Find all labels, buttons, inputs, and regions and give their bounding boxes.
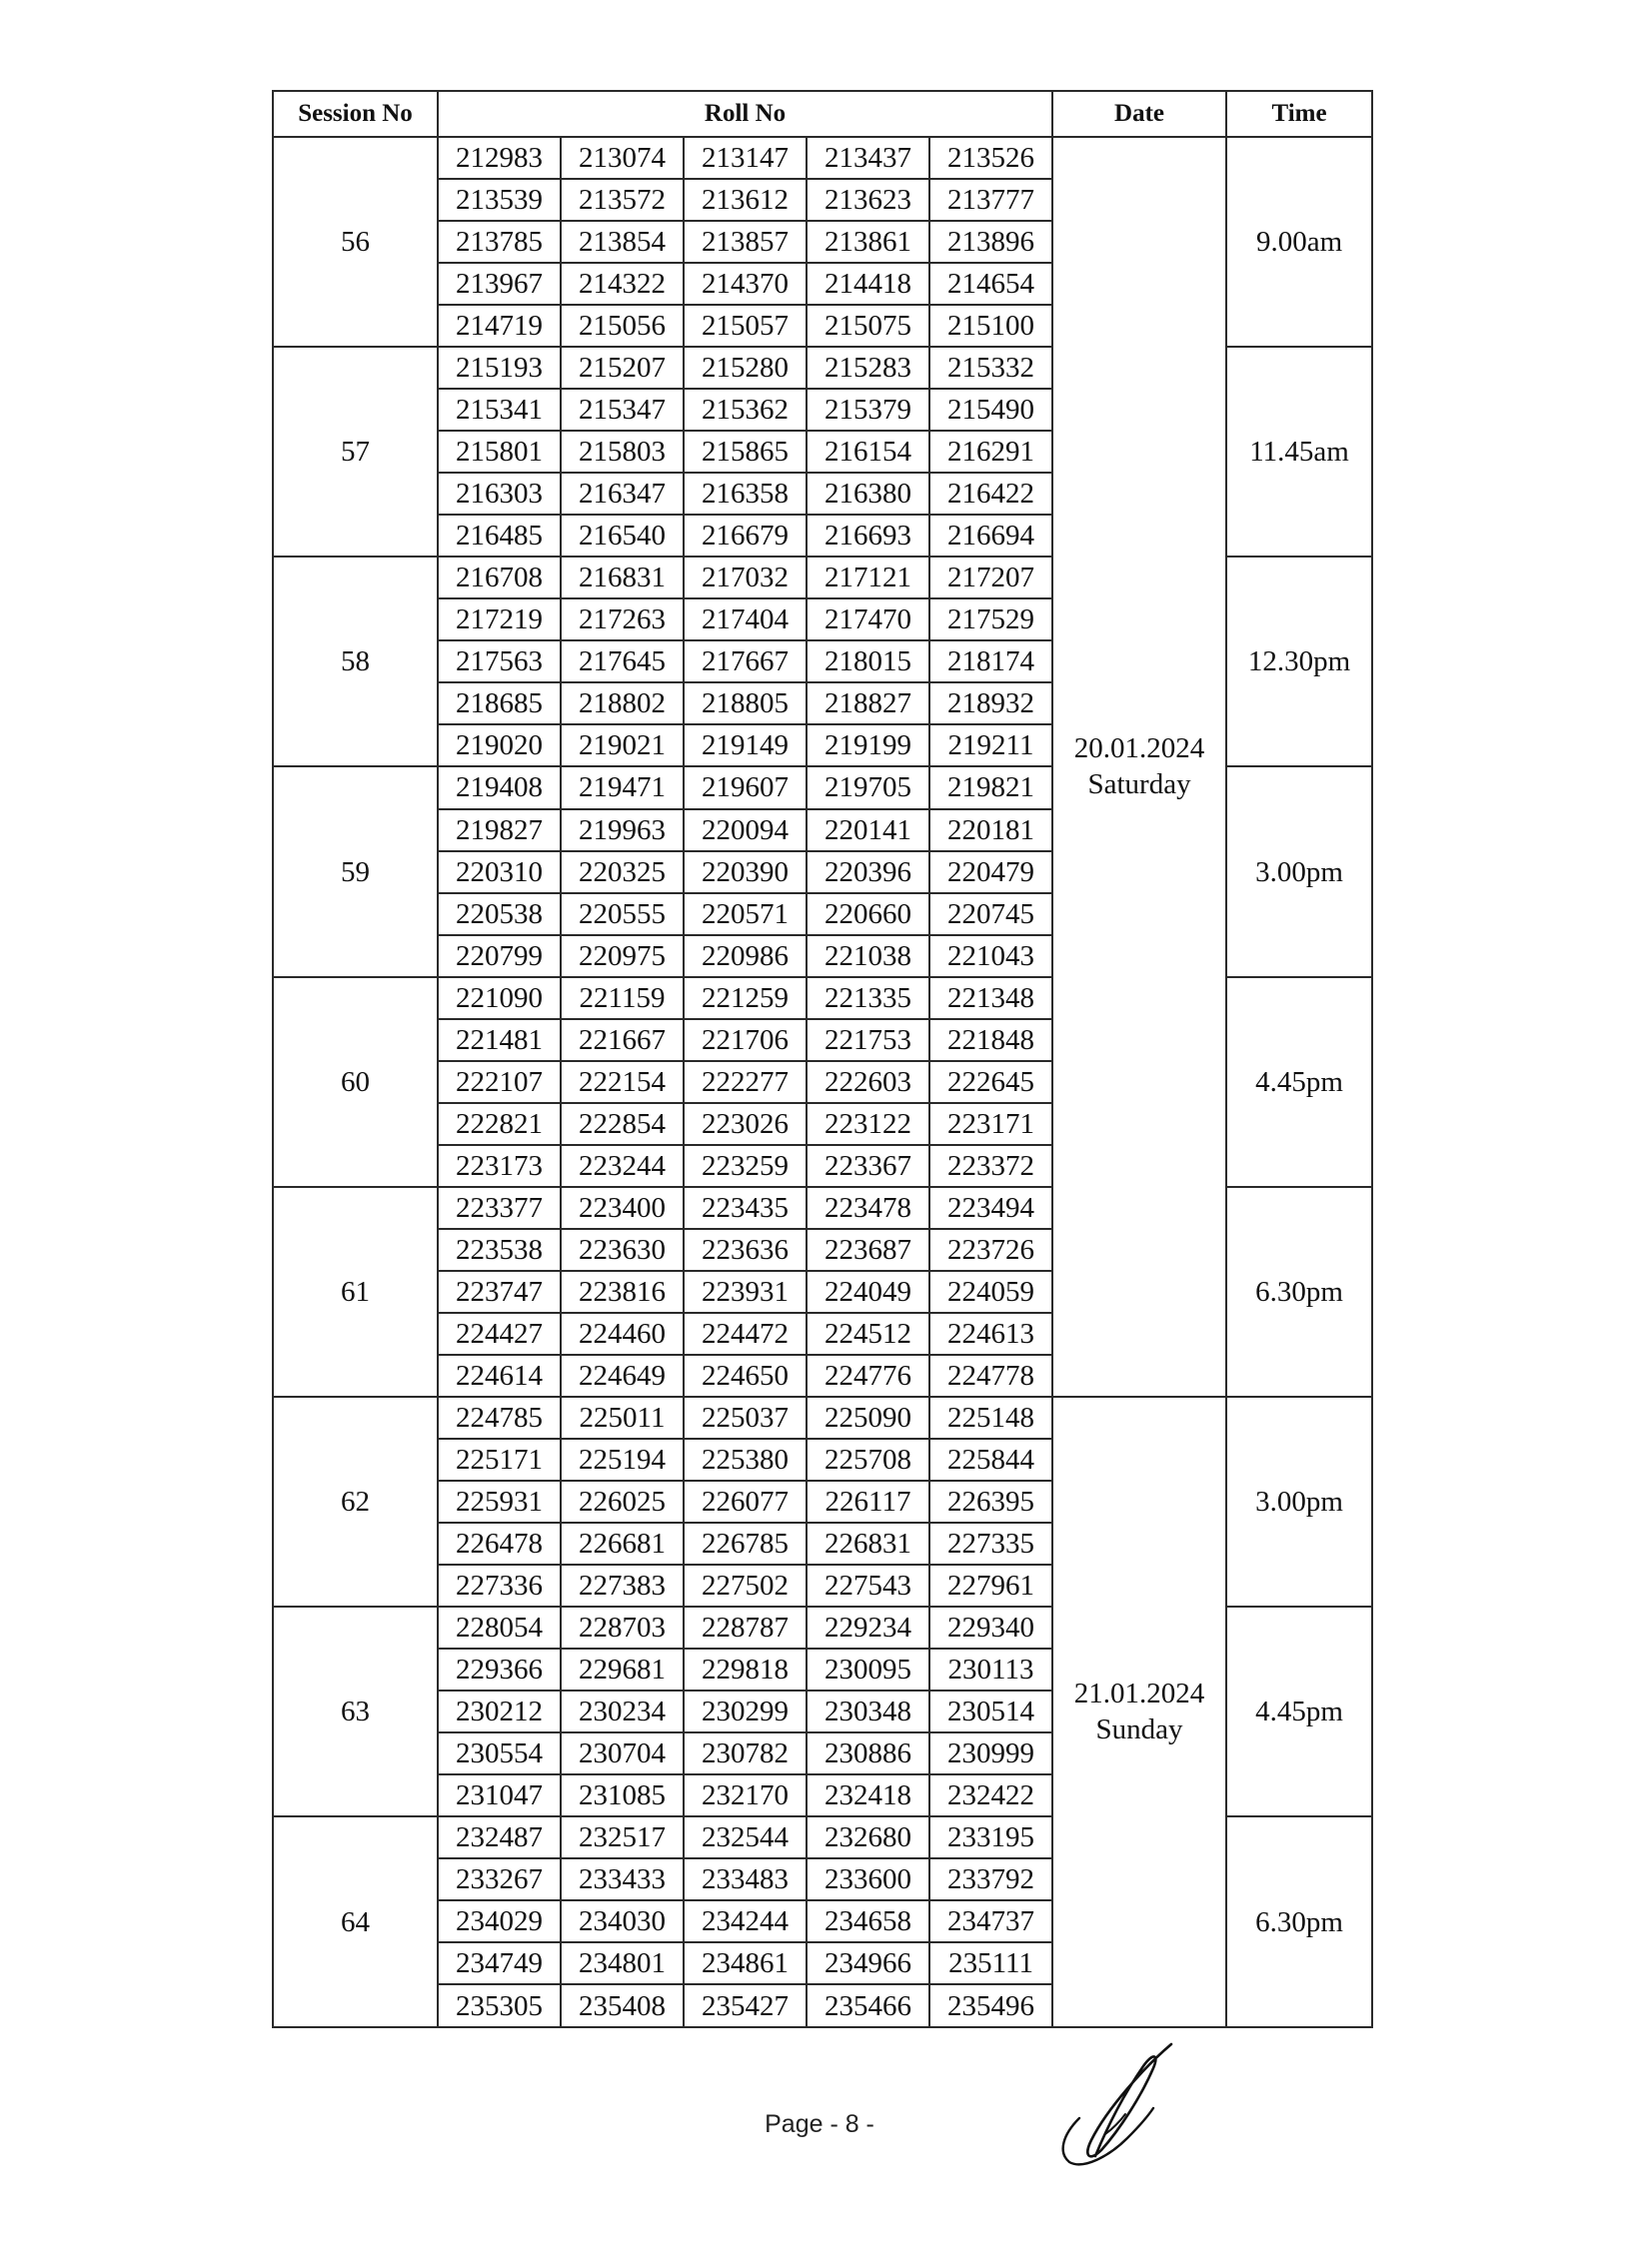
roll-number: 214322 (561, 263, 684, 305)
roll-number: 215056 (561, 305, 684, 347)
roll-number: 218015 (807, 640, 929, 682)
roll-number: 216347 (561, 473, 684, 515)
roll-number: 232680 (807, 1816, 929, 1858)
roll-number: 221667 (561, 1019, 684, 1061)
session-number: 63 (273, 1607, 438, 1816)
roll-number: 233267 (438, 1858, 561, 1900)
roll-number: 224613 (929, 1313, 1052, 1355)
roll-number: 219408 (438, 766, 561, 808)
roll-number: 225037 (684, 1397, 807, 1439)
roll-number: 221159 (561, 977, 684, 1019)
roll-number: 235427 (684, 1984, 807, 2027)
roll-number: 225844 (929, 1439, 1052, 1481)
roll-number: 215075 (807, 305, 929, 347)
roll-number: 220479 (929, 851, 1052, 893)
roll-number: 219821 (929, 766, 1052, 808)
date-value: 20.01.2024 (1073, 732, 1205, 765)
roll-number: 219211 (929, 724, 1052, 766)
session-time: 3.00pm (1226, 766, 1372, 976)
roll-number: 215347 (561, 389, 684, 431)
roll-number: 230554 (438, 1732, 561, 1774)
roll-number: 220986 (684, 935, 807, 977)
roll-number: 217645 (561, 640, 684, 682)
roll-number: 217404 (684, 598, 807, 640)
roll-number: 215490 (929, 389, 1052, 431)
roll-number: 221753 (807, 1019, 929, 1061)
roll-number: 226681 (561, 1523, 684, 1565)
session-time: 4.45pm (1226, 1607, 1372, 1816)
roll-number: 220181 (929, 809, 1052, 851)
roll-number: 220310 (438, 851, 561, 893)
roll-number: 223372 (929, 1145, 1052, 1187)
roll-number: 228703 (561, 1607, 684, 1649)
roll-number: 225708 (807, 1439, 929, 1481)
table-row (273, 1397, 1372, 1439)
roll-number: 215280 (684, 347, 807, 389)
roll-number: 213896 (929, 221, 1052, 263)
roll-number: 217219 (438, 598, 561, 640)
table-row (273, 137, 1372, 179)
roll-number: 220975 (561, 935, 684, 977)
roll-number: 230999 (929, 1732, 1052, 1774)
roll-number: 222854 (561, 1103, 684, 1145)
roll-number: 217529 (929, 598, 1052, 640)
roll-number: 222645 (929, 1061, 1052, 1103)
roll-number: 230234 (561, 1691, 684, 1732)
roll-number: 234658 (807, 1900, 929, 1942)
roll-number: 215865 (684, 431, 807, 473)
roll-number: 217470 (807, 598, 929, 640)
roll-number: 219021 (561, 724, 684, 766)
roll-number: 224059 (929, 1271, 1052, 1313)
roll-number: 227502 (684, 1565, 807, 1607)
roll-number: 224512 (807, 1313, 929, 1355)
roll-number: 221090 (438, 977, 561, 1019)
roll-number: 221038 (807, 935, 929, 977)
roll-number: 227543 (807, 1565, 929, 1607)
roll-number: 219827 (438, 809, 561, 851)
session-number: 58 (273, 557, 438, 766)
roll-number: 216831 (561, 557, 684, 598)
header-session-no: Session No (273, 91, 438, 137)
roll-number: 220141 (807, 809, 929, 851)
roll-number: 218802 (561, 682, 684, 724)
roll-number: 220325 (561, 851, 684, 893)
roll-number: 223494 (929, 1187, 1052, 1229)
session-time: 11.45am (1226, 347, 1372, 557)
roll-number: 223367 (807, 1145, 929, 1187)
roll-number: 223171 (929, 1103, 1052, 1145)
roll-number: 232487 (438, 1816, 561, 1858)
session-time: 3.00pm (1226, 1397, 1372, 1607)
roll-number: 214370 (684, 263, 807, 305)
roll-number: 223259 (684, 1145, 807, 1187)
roll-number: 235111 (929, 1942, 1052, 1984)
roll-number: 222154 (561, 1061, 684, 1103)
roll-number: 225171 (438, 1439, 561, 1481)
roll-number: 220660 (807, 893, 929, 935)
roll-number: 215803 (561, 431, 684, 473)
roll-number: 226077 (684, 1481, 807, 1523)
roll-number: 233195 (929, 1816, 1052, 1858)
roll-number: 223122 (807, 1103, 929, 1145)
roll-number: 218685 (438, 682, 561, 724)
roll-number: 234030 (561, 1900, 684, 1942)
roll-number: 232544 (684, 1816, 807, 1858)
roll-number: 215332 (929, 347, 1052, 389)
session-number: 60 (273, 977, 438, 1187)
roll-number: 230704 (561, 1732, 684, 1774)
day-value: Sunday (1095, 1713, 1183, 1746)
roll-number: 216291 (929, 431, 1052, 473)
session-time: 9.00am (1226, 137, 1372, 347)
exam-schedule-table (272, 90, 1373, 2028)
roll-number: 213967 (438, 263, 561, 305)
roll-number: 223630 (561, 1229, 684, 1271)
roll-number: 234966 (807, 1942, 929, 1984)
roll-number: 224460 (561, 1313, 684, 1355)
roll-number: 225931 (438, 1481, 561, 1523)
roll-number: 230782 (684, 1732, 807, 1774)
day-value: Saturday (1087, 768, 1191, 801)
roll-number: 219020 (438, 724, 561, 766)
roll-number: 225011 (561, 1397, 684, 1439)
roll-number: 228787 (684, 1607, 807, 1649)
roll-number: 230113 (929, 1649, 1052, 1691)
exam-date (1052, 1397, 1226, 2027)
roll-number: 217263 (561, 598, 684, 640)
roll-number: 213785 (438, 221, 561, 263)
roll-number: 221481 (438, 1019, 561, 1061)
roll-number: 228054 (438, 1607, 561, 1649)
roll-number: 225090 (807, 1397, 929, 1439)
session-number: 56 (273, 137, 438, 347)
roll-number: 216540 (561, 515, 684, 557)
header-row (273, 91, 1372, 137)
exam-date (1052, 137, 1226, 1397)
roll-number: 224472 (684, 1313, 807, 1355)
roll-number: 230514 (929, 1691, 1052, 1732)
session-number: 62 (273, 1397, 438, 1607)
signature-icon (1049, 2038, 1189, 2168)
roll-number: 224427 (438, 1313, 561, 1355)
roll-number: 223538 (438, 1229, 561, 1271)
roll-number: 226117 (807, 1481, 929, 1523)
roll-number: 233792 (929, 1858, 1052, 1900)
roll-number: 224785 (438, 1397, 561, 1439)
roll-number: 220538 (438, 893, 561, 935)
roll-number: 224614 (438, 1355, 561, 1397)
roll-number: 214418 (807, 263, 929, 305)
session-time: 12.30pm (1226, 557, 1372, 766)
roll-number: 234244 (684, 1900, 807, 1942)
header-time: Time (1226, 91, 1372, 137)
roll-number: 223931 (684, 1271, 807, 1313)
roll-number: 216422 (929, 473, 1052, 515)
roll-number: 223636 (684, 1229, 807, 1271)
roll-number: 234737 (929, 1900, 1052, 1942)
roll-number: 231085 (561, 1774, 684, 1816)
roll-number: 222603 (807, 1061, 929, 1103)
roll-number: 233433 (561, 1858, 684, 1900)
roll-number: 229366 (438, 1649, 561, 1691)
roll-number: 232422 (929, 1774, 1052, 1816)
roll-number: 234029 (438, 1900, 561, 1942)
roll-number: 219149 (684, 724, 807, 766)
roll-number: 235496 (929, 1984, 1052, 2027)
roll-number: 232418 (807, 1774, 929, 1816)
session-number: 64 (273, 1816, 438, 2027)
roll-number: 224776 (807, 1355, 929, 1397)
roll-number: 221848 (929, 1019, 1052, 1061)
roll-number: 226785 (684, 1523, 807, 1565)
roll-number: 213861 (807, 221, 929, 263)
roll-number: 213074 (561, 137, 684, 179)
session-time: 4.45pm (1226, 977, 1372, 1187)
roll-number: 223478 (807, 1187, 929, 1229)
roll-number: 219705 (807, 766, 929, 808)
roll-number: 217121 (807, 557, 929, 598)
roll-number: 224778 (929, 1355, 1052, 1397)
roll-number: 220571 (684, 893, 807, 935)
roll-number: 223377 (438, 1187, 561, 1229)
roll-number: 217032 (684, 557, 807, 598)
roll-number: 213437 (807, 137, 929, 179)
roll-number: 213857 (684, 221, 807, 263)
roll-number: 235305 (438, 1984, 561, 2027)
roll-number: 213147 (684, 137, 807, 179)
roll-number: 213623 (807, 179, 929, 221)
date-value: 21.01.2024 (1073, 1678, 1205, 1710)
roll-number: 235408 (561, 1984, 684, 2027)
session-time: 6.30pm (1226, 1816, 1372, 2027)
roll-number: 215341 (438, 389, 561, 431)
roll-number: 222107 (438, 1061, 561, 1103)
roll-number: 220094 (684, 809, 807, 851)
roll-number: 220555 (561, 893, 684, 935)
roll-number: 215379 (807, 389, 929, 431)
roll-number: 216358 (684, 473, 807, 515)
roll-number: 223026 (684, 1103, 807, 1145)
roll-number: 223726 (929, 1229, 1052, 1271)
roll-number: 219199 (807, 724, 929, 766)
roll-number: 230299 (684, 1691, 807, 1732)
roll-number: 230886 (807, 1732, 929, 1774)
roll-number: 232170 (684, 1774, 807, 1816)
roll-number: 225148 (929, 1397, 1052, 1439)
roll-number: 223747 (438, 1271, 561, 1313)
roll-number: 222821 (438, 1103, 561, 1145)
roll-number: 229340 (929, 1607, 1052, 1649)
roll-number: 216303 (438, 473, 561, 515)
session-number: 59 (273, 766, 438, 976)
roll-number: 224049 (807, 1271, 929, 1313)
roll-number: 227336 (438, 1565, 561, 1607)
roll-number: 225380 (684, 1439, 807, 1481)
roll-number: 216380 (807, 473, 929, 515)
roll-number: 220745 (929, 893, 1052, 935)
header-roll-no: Roll No (438, 91, 1052, 137)
roll-number: 220390 (684, 851, 807, 893)
roll-number: 226025 (561, 1481, 684, 1523)
roll-number: 222277 (684, 1061, 807, 1103)
roll-number: 227961 (929, 1565, 1052, 1607)
roll-number: 235466 (807, 1984, 929, 2027)
roll-number: 220396 (807, 851, 929, 893)
roll-number: 215801 (438, 431, 561, 473)
roll-number: 226831 (807, 1523, 929, 1565)
roll-number: 216485 (438, 515, 561, 557)
roll-number: 234861 (684, 1942, 807, 1984)
roll-number: 215057 (684, 305, 807, 347)
roll-number: 234749 (438, 1942, 561, 1984)
roll-number: 224650 (684, 1355, 807, 1397)
roll-number: 216708 (438, 557, 561, 598)
roll-number: 226478 (438, 1523, 561, 1565)
roll-number: 219471 (561, 766, 684, 808)
roll-number: 220799 (438, 935, 561, 977)
session-number: 61 (273, 1187, 438, 1397)
roll-number: 216694 (929, 515, 1052, 557)
roll-number: 218827 (807, 682, 929, 724)
page-number: Page - 8 - (765, 2110, 874, 2138)
roll-number: 223173 (438, 1145, 561, 1187)
roll-number: 216679 (684, 515, 807, 557)
roll-number: 227335 (929, 1523, 1052, 1565)
session-time: 6.30pm (1226, 1187, 1372, 1397)
roll-number: 221259 (684, 977, 807, 1019)
roll-number: 234801 (561, 1942, 684, 1984)
session-number: 57 (273, 347, 438, 557)
roll-number: 221706 (684, 1019, 807, 1061)
roll-number: 214719 (438, 305, 561, 347)
roll-number: 212983 (438, 137, 561, 179)
roll-number: 223435 (684, 1187, 807, 1229)
roll-number: 214654 (929, 263, 1052, 305)
schedule-body (273, 137, 1372, 2027)
roll-number: 217563 (438, 640, 561, 682)
roll-number: 233600 (807, 1858, 929, 1900)
roll-number: 229818 (684, 1649, 807, 1691)
roll-number: 219607 (684, 766, 807, 808)
roll-number: 213526 (929, 137, 1052, 179)
roll-number: 233483 (684, 1858, 807, 1900)
roll-number: 226395 (929, 1481, 1052, 1523)
roll-number: 215207 (561, 347, 684, 389)
roll-number: 213539 (438, 179, 561, 221)
roll-number: 215193 (438, 347, 561, 389)
roll-number: 217207 (929, 557, 1052, 598)
roll-number: 221348 (929, 977, 1052, 1019)
roll-number: 227383 (561, 1565, 684, 1607)
roll-number: 213572 (561, 179, 684, 221)
roll-number: 223687 (807, 1229, 929, 1271)
roll-number: 213854 (561, 221, 684, 263)
header-date: Date (1052, 91, 1226, 137)
roll-number: 218932 (929, 682, 1052, 724)
roll-number: 223400 (561, 1187, 684, 1229)
roll-number: 230095 (807, 1649, 929, 1691)
roll-number: 215283 (807, 347, 929, 389)
roll-number: 230212 (438, 1691, 561, 1732)
roll-number: 218174 (929, 640, 1052, 682)
roll-number: 221335 (807, 977, 929, 1019)
roll-number: 224649 (561, 1355, 684, 1397)
roll-number: 213612 (684, 179, 807, 221)
roll-number: 215362 (684, 389, 807, 431)
roll-number: 219963 (561, 809, 684, 851)
roll-number: 230348 (807, 1691, 929, 1732)
roll-number: 231047 (438, 1774, 561, 1816)
roll-number: 223244 (561, 1145, 684, 1187)
roll-number: 217667 (684, 640, 807, 682)
roll-number: 216693 (807, 515, 929, 557)
roll-number: 229681 (561, 1649, 684, 1691)
roll-number: 221043 (929, 935, 1052, 977)
roll-number: 232517 (561, 1816, 684, 1858)
roll-number: 213777 (929, 179, 1052, 221)
roll-number: 229234 (807, 1607, 929, 1649)
roll-number: 218805 (684, 682, 807, 724)
roll-number: 216154 (807, 431, 929, 473)
roll-number: 215100 (929, 305, 1052, 347)
roll-number: 223816 (561, 1271, 684, 1313)
roll-number: 225194 (561, 1439, 684, 1481)
